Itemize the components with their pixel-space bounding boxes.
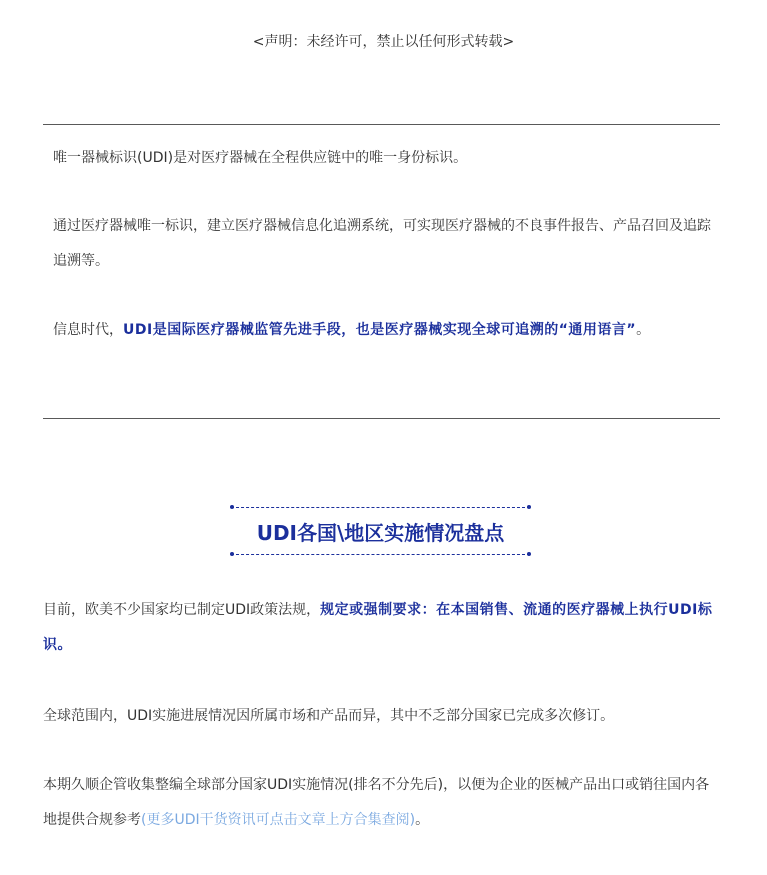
body-p3-prefix: 本期久顺企管收集整编全球部分国家UDI实施情况(排名不分先后)，以便为企业的医械产品出口或销往国内各地提供合规参考: [43, 777, 710, 828]
body-p1-emphasis: 规定或强制要求：在本国销售、流通的医疗器械上执行UDI标识。: [43, 602, 713, 653]
body-paragraph-2: 全球范围内，UDI实施进展情况因所属市场和产品而异，其中不乏部分国家已完成多次修订。: [43, 708, 615, 724]
intro-top-divider: [43, 124, 720, 125]
intro-p3-prefix: 信息时代，: [53, 322, 123, 338]
body-p1-prefix: 目前，欧美不少国家均已制定UDI政策法规，: [43, 602, 321, 618]
intro-p3-suffix: 。: [636, 322, 651, 338]
intro-paragraph-2: 通过医疗器械唯一标识，建立医疗器械信息化追溯系统，可实现医疗器械的不良事件报告、产品召回及追踪追溯等。: [53, 218, 711, 269]
intro-bottom-divider: [43, 418, 720, 419]
collection-link[interactable]: (更多UDI干货资讯可点击文章上方合集查阅): [141, 812, 416, 828]
heading-corner-dot: [230, 505, 234, 509]
heading-top-line: [231, 507, 530, 508]
intro-paragraph-3: [53, 313, 717, 348]
heading-corner-dot: [527, 552, 531, 556]
intro-p3-emphasis: UDI是国际医疗器械监管先进手段，也是医疗器械实现全球可追溯的“通用语言”: [123, 322, 637, 338]
body-paragraph-3: [43, 768, 723, 838]
intro-paragraph-1: 唯一器械标识(UDI)是对医疗器械在全程供应链中的唯一身份标识。: [53, 150, 468, 166]
heading-bottom-line: [231, 554, 530, 555]
section-heading: UDI各国\地区实施情况盘点: [256, 521, 505, 545]
heading-corner-dot: [230, 552, 234, 556]
body-p3-suffix: 。: [415, 812, 430, 828]
heading-corner-dot: [527, 505, 531, 509]
body-paragraph-1: [43, 593, 723, 663]
disclaimer-notice: <声明：未经许可，禁止以任何形式转载>: [252, 34, 515, 50]
section-heading-box: [231, 506, 530, 556]
